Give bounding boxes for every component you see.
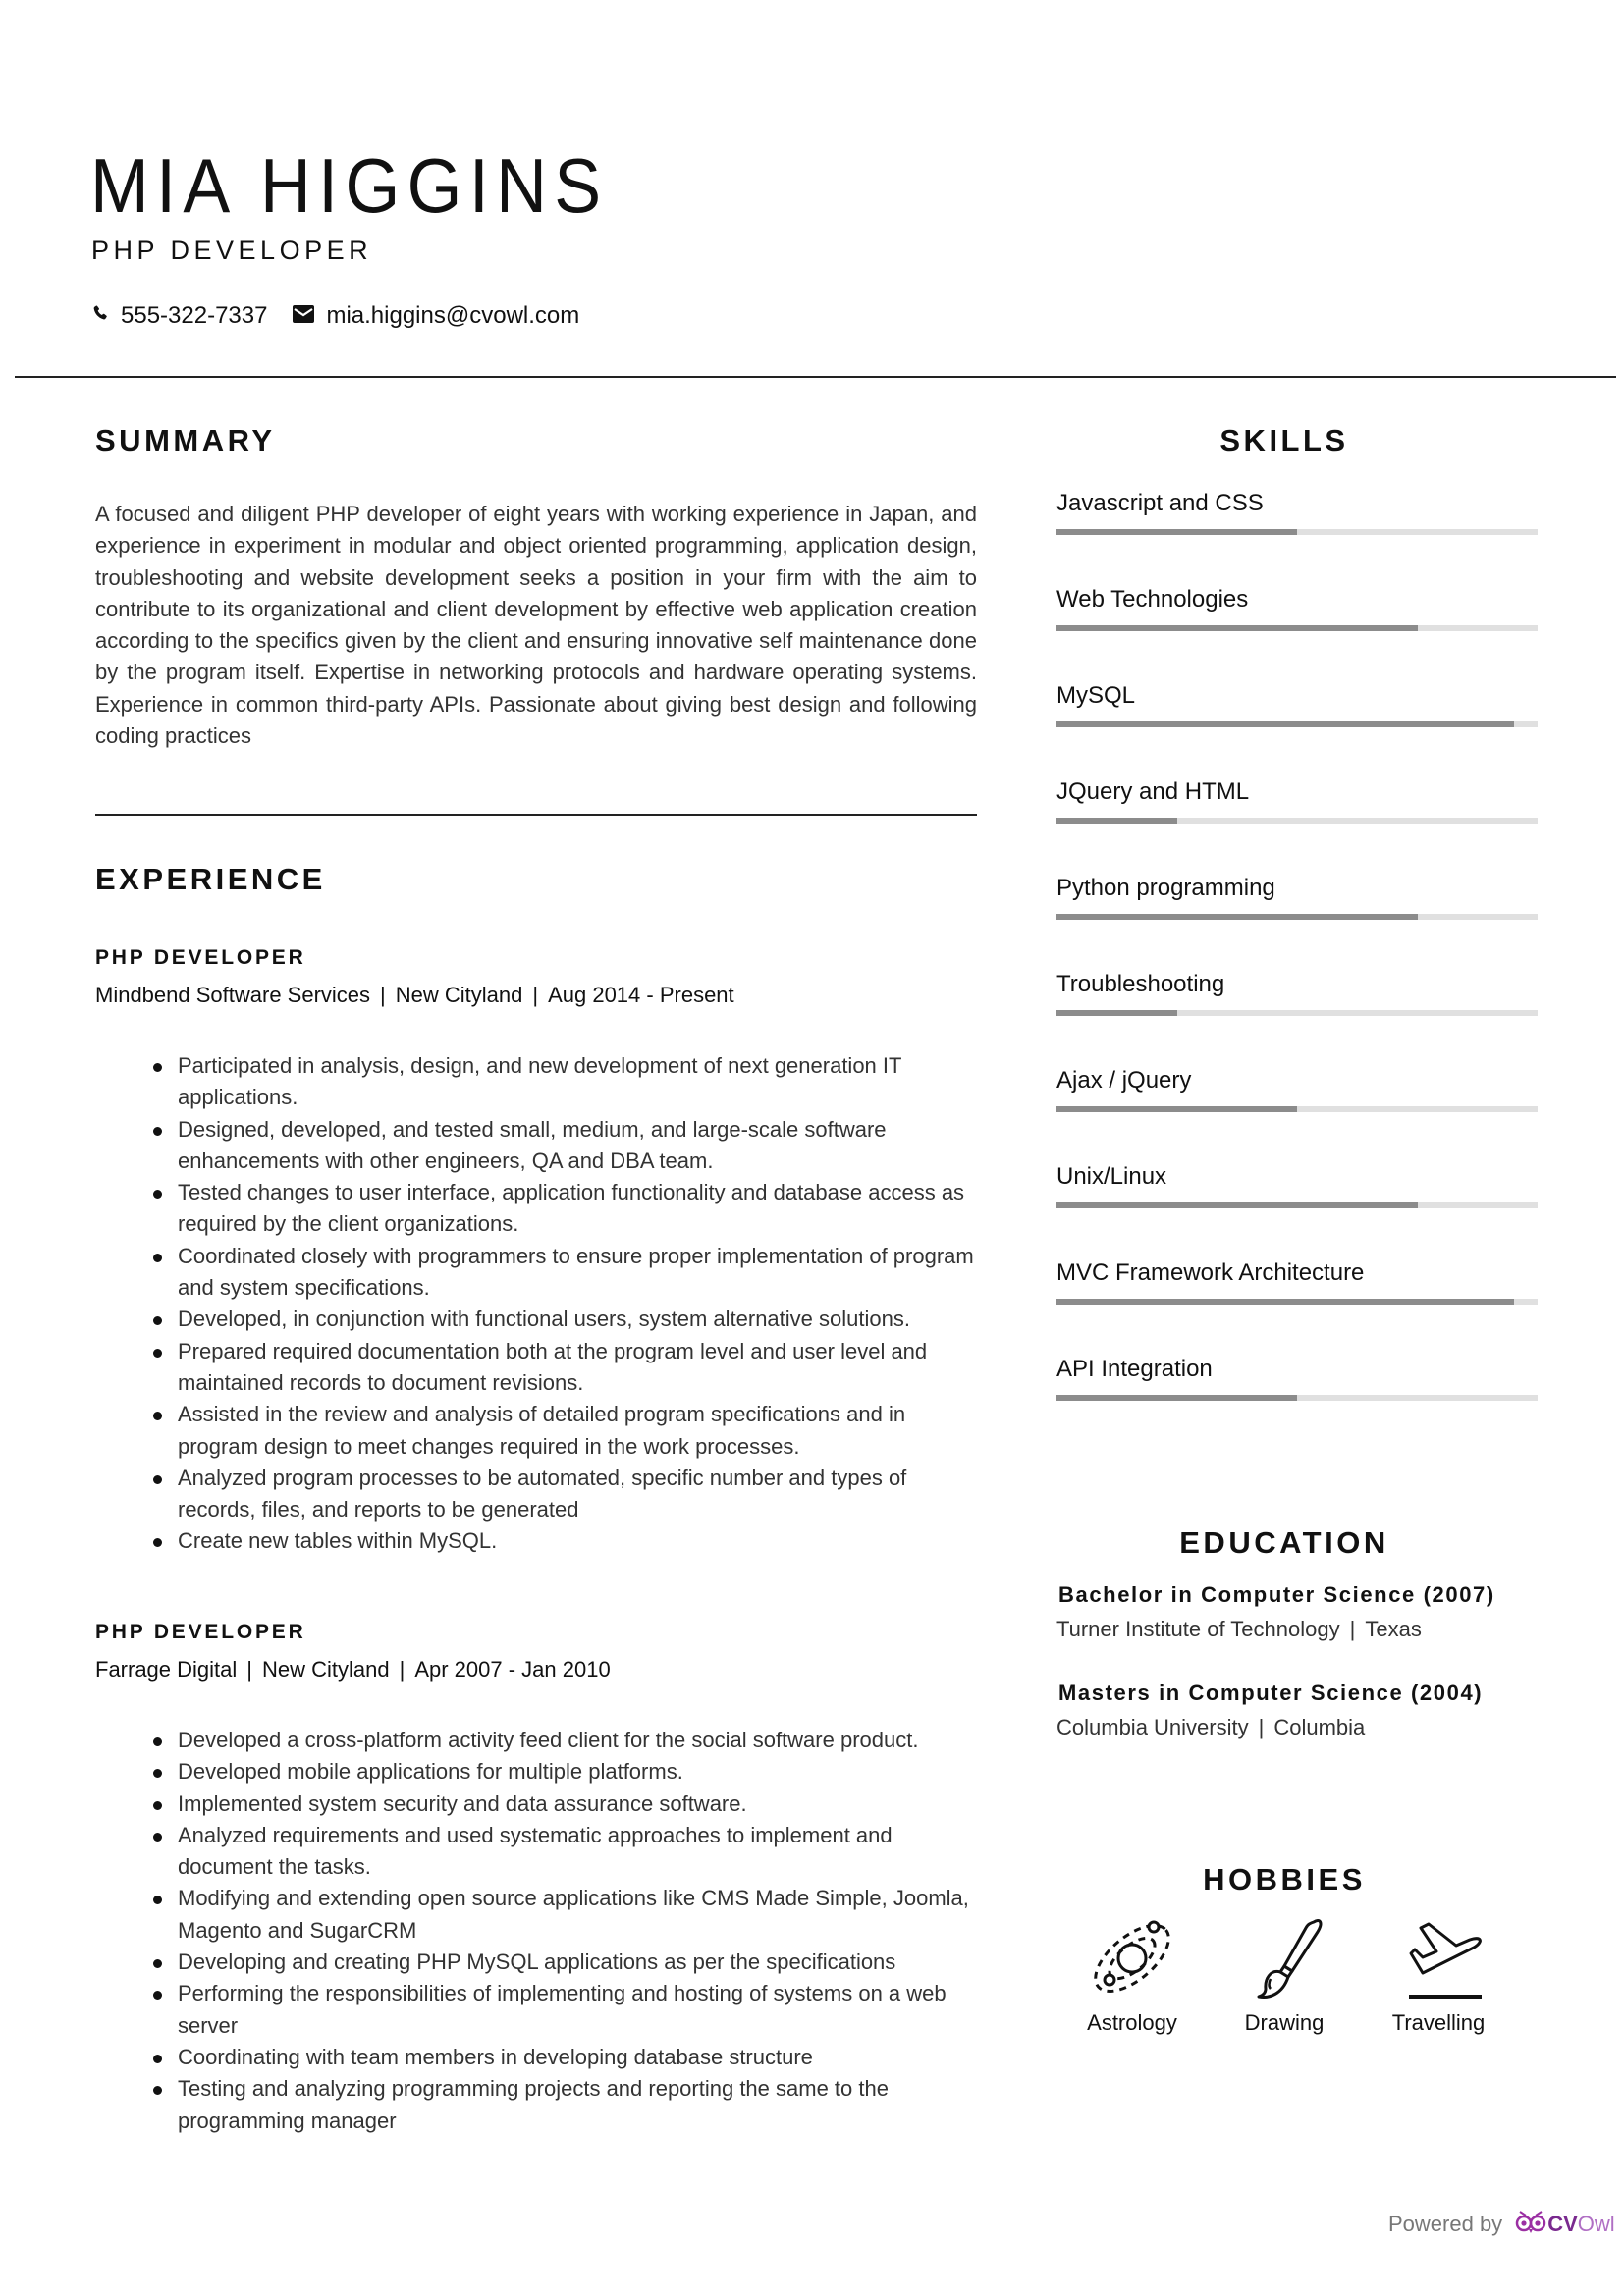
bullet-item: Create new tables within MySQL. xyxy=(178,1525,979,1557)
bullet-item: Tested changes to user interface, application functionality and database access as required by the client organizations. xyxy=(178,1177,979,1241)
skill-name: Ajax / jQuery xyxy=(1056,1067,1192,1094)
skill-bar-track xyxy=(1056,1299,1538,1305)
powered-by-text: Powered by xyxy=(1388,2211,1503,2236)
skill-item xyxy=(1056,1358,1538,1401)
education-item xyxy=(1058,1682,1483,1738)
skill-name: Web Technologies xyxy=(1056,586,1249,613)
hobbies-heading: HOBBIES xyxy=(1203,1862,1366,1896)
email-contact xyxy=(293,302,579,330)
hobby-item xyxy=(1063,1914,1201,2034)
separator: | xyxy=(1258,1715,1265,1739)
skill-bar-track xyxy=(1056,1106,1538,1112)
skill-bar-fill xyxy=(1056,1202,1418,1208)
planet-orbit-icon xyxy=(1063,1914,1201,2002)
skill-bar-track xyxy=(1056,914,1538,920)
job-entry xyxy=(95,947,979,1558)
bullet-item: Participated in analysis, design, and new development of next generation IT applications. xyxy=(178,1050,979,1114)
skill-bar-track xyxy=(1056,1395,1538,1401)
bullet-item: Analyzed requirements and used systematic approaches to implement and document the tasks. xyxy=(178,1820,979,1884)
education-heading: EDUCATION xyxy=(1179,1525,1389,1560)
job-location: New Cityland xyxy=(395,983,523,1007)
hobby-label: Drawing xyxy=(1244,2010,1325,2035)
separator: | xyxy=(532,983,539,1007)
bullet-item: Developed mobile applications for multiple platforms. xyxy=(178,1756,979,1788)
phone-contact xyxy=(91,302,267,330)
skill-bar-track xyxy=(1056,721,1538,727)
skill-bar-fill xyxy=(1056,529,1297,535)
contact-row xyxy=(91,302,605,330)
bullet-item: Developed a cross-platform activity feed client for the social software product. xyxy=(178,1725,979,1756)
envelope-icon xyxy=(293,302,326,330)
skills-heading: SKILLS xyxy=(1219,423,1349,457)
airplane-takeoff-icon xyxy=(1370,1914,1507,2002)
header-divider xyxy=(15,376,1616,378)
edu-location: Texas xyxy=(1365,1617,1422,1641)
candidate-title: PHP DEVELOPER xyxy=(91,236,373,265)
job-title: PHP DEVELOPER xyxy=(95,946,306,969)
edu-school: Columbia University xyxy=(1056,1715,1249,1739)
bullet-item: Testing and analyzing programming projects and reporting the same to the programming manager xyxy=(178,2073,979,2137)
skill-bar-fill xyxy=(1056,818,1177,824)
skill-bar-fill xyxy=(1056,1010,1177,1016)
job-location: New Cityland xyxy=(262,1657,390,1682)
job-meta xyxy=(95,985,979,1006)
bullet-item: Modifying and extending open source applications like CMS Made Simple, Joomla, Magento and SugarCRM xyxy=(178,1883,979,1947)
paintbrush-icon xyxy=(1216,1914,1353,2002)
edu-location: Columbia xyxy=(1273,1715,1366,1739)
skill-item xyxy=(1056,492,1538,535)
skill-item xyxy=(1056,1261,1538,1305)
job-dates: Aug 2014 - Present xyxy=(548,983,734,1007)
summary-text: A focused and diligent PHP developer of eight years with working experience in Japan, and experience in experiment in modular and object oriented programming, application design, troubleshooting and website development seeks a position in your firm with the aim to contribute to its organizational and client development by effective web application creation according to the specifics given by the client and ensuring innovative self maintenance done by the program itself. Expertise in networking protocols and hardware operating systems. Experience in common third-party APIs. Passionate about giving best design and following coding practices xyxy=(95,502,977,749)
hobby-label: Travelling xyxy=(1391,2010,1486,2035)
skill-bar-track xyxy=(1056,529,1538,535)
edu-school-line xyxy=(1056,1717,1483,1738)
job-company: Mindbend Software Services xyxy=(95,983,371,1007)
separator: | xyxy=(380,983,386,1007)
edu-degree: Masters in Computer Science (2004) xyxy=(1058,1681,1484,1705)
skill-name: Troubleshooting xyxy=(1056,971,1225,997)
brand-owl: Owl xyxy=(1577,2211,1615,2236)
skill-item xyxy=(1056,877,1538,920)
skill-item xyxy=(1056,1165,1538,1208)
skill-name: API Integration xyxy=(1056,1356,1213,1382)
powered-by xyxy=(1388,2209,1615,2239)
bullet-item: Prepared required documentation both at the program level and user level and maintained records to document revisions. xyxy=(178,1336,979,1400)
bullet-item: Analyzed program processes to be automated, specific number and types of records, files, and reports to be generated xyxy=(178,1463,979,1526)
skill-bar-fill xyxy=(1056,1395,1297,1401)
bullet-item: Developed, in conjunction with functional users, system alternative solutions. xyxy=(178,1304,979,1335)
summary-divider xyxy=(95,814,977,816)
skill-item xyxy=(1056,973,1538,1016)
skill-item xyxy=(1056,780,1538,824)
hobby-item xyxy=(1216,1914,1353,2034)
job-bullets xyxy=(95,1050,979,1558)
owl-icon xyxy=(1514,2209,1547,2239)
edu-school: Turner Institute of Technology xyxy=(1056,1617,1340,1641)
edu-degree: Bachelor in Computer Science (2007) xyxy=(1058,1582,1495,1607)
candidate-name: MIA HIGGINS xyxy=(90,142,609,229)
skill-name: Javascript and CSS xyxy=(1056,490,1264,516)
job-entry xyxy=(95,1622,979,2137)
job-title: PHP DEVELOPER xyxy=(95,1621,306,1643)
skill-bar-track xyxy=(1056,625,1538,631)
bullet-item: Performing the responsibilities of implementing and hosting of systems on a web server xyxy=(178,1978,979,2042)
job-dates: Apr 2007 - Jan 2010 xyxy=(414,1657,611,1682)
email-address: mia.higgins@cvowl.com xyxy=(326,302,580,329)
job-company: Farrage Digital xyxy=(95,1657,238,1682)
skill-item xyxy=(1056,1069,1538,1112)
skill-bar-fill xyxy=(1056,721,1514,727)
skill-item xyxy=(1056,588,1538,631)
summary-heading: SUMMARY xyxy=(95,423,276,457)
skill-bar-fill xyxy=(1056,1299,1514,1305)
hobby-label: Astrology xyxy=(1087,2010,1177,2035)
phone-icon xyxy=(91,302,121,330)
separator: | xyxy=(1349,1617,1356,1641)
cvowl-logo[interactable] xyxy=(1514,2209,1614,2239)
brand-cv: CV xyxy=(1547,2211,1578,2236)
skill-name: Unix/Linux xyxy=(1056,1163,1167,1190)
separator: | xyxy=(399,1657,406,1682)
bullet-item: Coordinated closely with programmers to ensure proper implementation of program and system specifications. xyxy=(178,1241,979,1305)
phone-number: 555-322-7337 xyxy=(121,302,268,329)
edu-school-line xyxy=(1056,1619,1495,1640)
job-meta xyxy=(95,1659,979,1681)
skill-name: Python programming xyxy=(1056,875,1275,901)
skill-bar-fill xyxy=(1056,625,1418,631)
skill-bar-fill xyxy=(1056,914,1418,920)
skill-bar-fill xyxy=(1056,1106,1297,1112)
bullet-item: Developing and creating PHP MySQL applications as per the specifications xyxy=(178,1947,979,1978)
experience-heading: EXPERIENCE xyxy=(95,862,326,896)
bullet-item: Coordinating with team members in developing database structure xyxy=(178,2042,979,2073)
skill-bar-track xyxy=(1056,1202,1538,1208)
hobby-item xyxy=(1370,1914,1507,2034)
bullet-item: Designed, developed, and tested small, medium, and large-scale software enhancements with other engineers, QA and DBA team. xyxy=(178,1114,979,1178)
bullet-item: Implemented system security and data assurance software. xyxy=(178,1789,979,1820)
skill-bar-track xyxy=(1056,818,1538,824)
skill-name: MVC Framework Architecture xyxy=(1056,1259,1365,1286)
skill-bar-track xyxy=(1056,1010,1538,1016)
bullet-item: Assisted in the review and analysis of detailed program specifications and in program design to meet changes required in the work processes. xyxy=(178,1399,979,1463)
skill-name: JQuery and HTML xyxy=(1056,778,1250,805)
skill-name: MySQL xyxy=(1056,682,1136,709)
education-item xyxy=(1058,1584,1495,1640)
job-bullets xyxy=(95,1725,979,2137)
skill-item xyxy=(1056,684,1538,727)
separator: | xyxy=(246,1657,252,1682)
